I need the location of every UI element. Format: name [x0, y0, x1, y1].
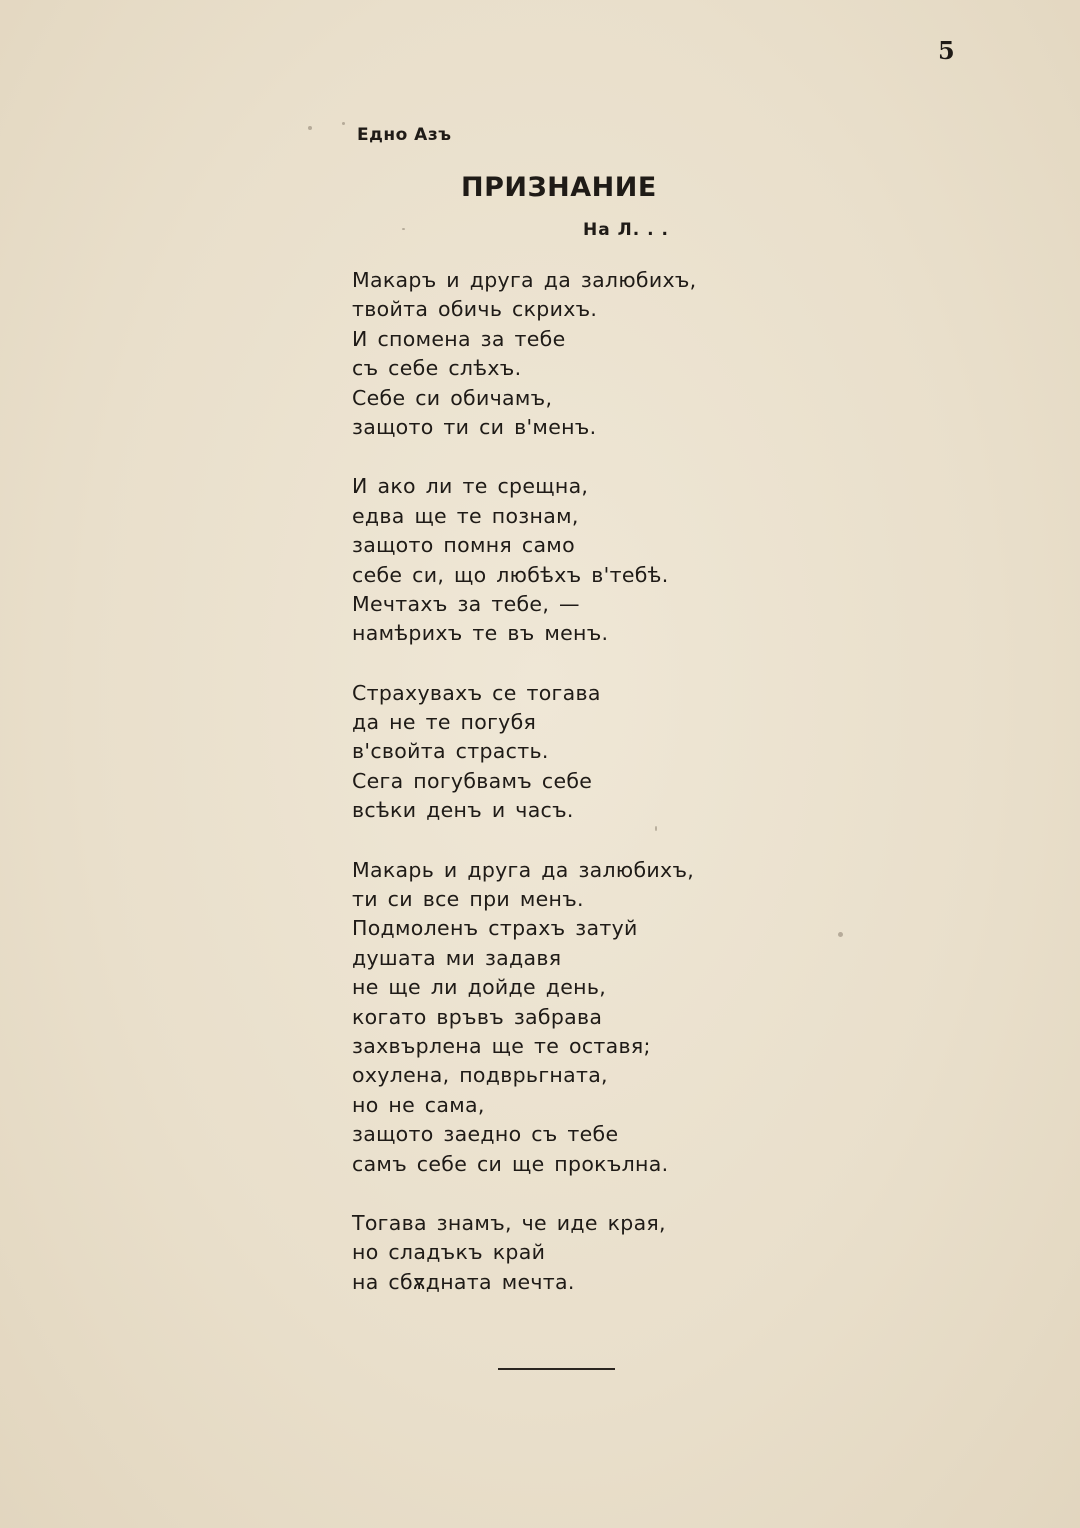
stanza-5 — [352, 1209, 772, 1297]
poem-line: И спомена за тебе — [352, 326, 566, 351]
stanza-2 — [352, 472, 772, 648]
closing-rule — [498, 1368, 615, 1370]
poem-line: захвърлена ще те оставя; — [352, 1033, 651, 1058]
poem-line: защото ти си в'менъ. — [352, 414, 597, 439]
poem-line: в'свойта страсть. — [352, 739, 549, 764]
poem-line: душата ми задавя — [352, 945, 562, 970]
poem-body — [352, 266, 772, 1327]
poem-line: едва ще те познам, — [352, 503, 579, 528]
poem-line: на сбѫдната мечта. — [352, 1269, 575, 1294]
poem-line: И ако ли те срещна, — [352, 474, 589, 499]
poem-line: самъ себе си ще прокълна. — [352, 1151, 669, 1176]
poem-line: Себе си обичамъ, — [352, 385, 553, 410]
poem-line: всѣки денъ и часъ. — [352, 798, 574, 823]
poem-line: но сладъкъ край — [352, 1240, 546, 1265]
page-number: 5 — [938, 36, 955, 65]
paper-speck — [308, 126, 312, 130]
poem-line: Тогава знамъ, че иде края, — [352, 1210, 666, 1235]
poem-line: Мечтахъ за тебе, — — [352, 591, 580, 616]
stanza-4 — [352, 856, 772, 1179]
poem-line: Макарь и друга да залюбихъ, — [352, 857, 695, 882]
paper-speck — [402, 228, 405, 230]
stanza-1 — [352, 266, 772, 442]
poem-line: защото помня само — [352, 533, 575, 558]
paper-speck — [838, 932, 843, 937]
poem-line: Сега погубвамъ себе — [352, 768, 593, 793]
poem-dedication: На Л. . . — [583, 220, 669, 240]
poem-line: Макаръ и друга да залюбихъ, — [352, 268, 697, 292]
poem-line: когато връвъ забрава — [352, 1004, 603, 1029]
poem-line: не ще ли дойде день, — [352, 975, 607, 1000]
poem-line: ти си все при менъ. — [352, 887, 584, 912]
poem-line: твойта обичь скрихъ. — [352, 297, 598, 322]
poem-title: ПРИЗНАНИЕ — [461, 172, 657, 203]
poem-line: да не те погубя — [352, 710, 537, 735]
poem-line: намѣрихъ те въ менъ. — [352, 621, 609, 646]
paper-speck — [342, 122, 345, 125]
poem-line: съ себе слѣхъ. — [352, 356, 522, 381]
poem-line: охулена, подврьгната, — [352, 1063, 608, 1088]
poem-line: себе си, що любѣхъ в'тебѣ. — [352, 562, 669, 587]
poem-line: но не сама, — [352, 1092, 485, 1117]
poem-line: Страхувахъ се тогава — [352, 680, 601, 705]
poem-line: Подмоленъ страхъ затуй — [352, 916, 638, 941]
poem-line: защото заедно съ тебе — [352, 1122, 619, 1147]
poem-author: Едно Азъ — [357, 125, 452, 145]
stanza-3 — [352, 679, 772, 826]
